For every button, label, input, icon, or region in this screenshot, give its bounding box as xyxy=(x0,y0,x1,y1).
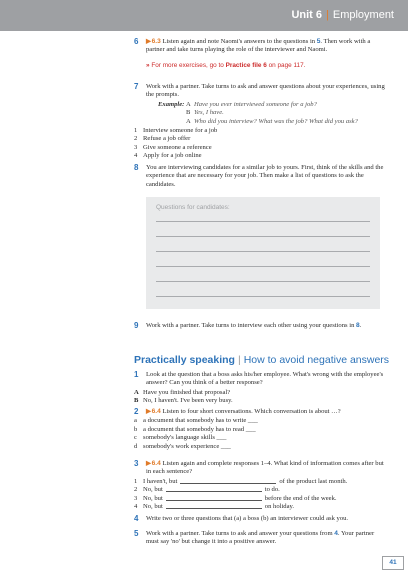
speaker-label: B xyxy=(134,397,139,405)
exercise-number: 4 xyxy=(134,514,139,523)
exercise-8 xyxy=(134,164,386,189)
audio-track-icon[interactable]: ▶ 6.4 xyxy=(146,460,161,467)
exercise-7 xyxy=(134,83,386,161)
exercise-number: 7 xyxy=(134,82,139,91)
example-line xyxy=(146,118,386,126)
instruction-text: Listen to four short conversations. Which conversation is about …? xyxy=(160,408,341,415)
unit-heading xyxy=(291,9,394,21)
answer-blank[interactable] xyxy=(166,495,262,501)
exercise-number: 3 xyxy=(134,459,139,468)
audio-track-label: 6.3 xyxy=(151,38,161,45)
speaker-label: A xyxy=(186,100,191,108)
exercise-6-text xyxy=(146,38,386,55)
speaking-exercise-4 xyxy=(134,515,386,523)
sentence-end: to do. xyxy=(264,486,280,494)
exercise-number: 5 xyxy=(134,529,139,538)
list-item-number: 4 xyxy=(134,152,138,160)
gap-fill-row xyxy=(134,486,386,494)
writing-line[interactable] xyxy=(156,221,370,222)
unit-header-bar xyxy=(0,0,408,31)
list-item xyxy=(134,443,386,451)
gap-fill-row xyxy=(134,503,386,511)
gap-fill-list xyxy=(134,478,386,512)
section-heading-separator: | xyxy=(237,354,241,366)
list-item xyxy=(134,144,386,152)
speaking-exercise-4-text: Write two or three questions that (a) a boss (b) an interviewer could ask you. xyxy=(146,515,349,522)
list-item xyxy=(134,434,386,442)
speaking-exercise-2 xyxy=(134,408,386,451)
instruction-text: . xyxy=(359,322,362,329)
example-line xyxy=(146,101,386,109)
prompt-list xyxy=(134,127,386,161)
speaking-exercise-3 xyxy=(134,460,386,511)
exercise-number: 8 xyxy=(134,163,139,172)
instruction-text: Work with a partner. Take turns to interview each other using your questions in xyxy=(146,322,357,329)
example-text: Who did you interview? What was the job? What did you ask? xyxy=(194,117,358,125)
list-item-letter: d xyxy=(134,442,138,450)
questions-writing-box[interactable] xyxy=(146,197,380,309)
instruction-text: Listen again and note Naomi's answers to the questions in xyxy=(160,38,317,45)
list-item xyxy=(134,127,386,135)
section-heading-strong: Practically speaking xyxy=(134,354,235,366)
list-item-text: a document that somebody has to write ___ xyxy=(143,417,258,425)
speaking-exercise-5 xyxy=(134,530,386,547)
speaking-exercise-1 xyxy=(134,371,386,406)
list-item-number: 3 xyxy=(134,494,138,502)
gap-fill-row xyxy=(134,478,386,486)
list-item-number: 2 xyxy=(134,135,138,143)
page-number: 41 xyxy=(382,556,404,570)
audio-track-label: 6.4 xyxy=(151,460,161,467)
example-line xyxy=(146,109,386,117)
answer-blank[interactable] xyxy=(166,486,262,492)
sentence-start: No, but xyxy=(143,494,163,502)
list-item-text: Give someone a reference xyxy=(143,143,212,151)
list-item-text: somebody's language skills ___ xyxy=(143,434,227,442)
dialogue-lines xyxy=(134,389,386,406)
speaker-label: A xyxy=(186,117,191,125)
example-text: Yes, I have. xyxy=(194,109,224,117)
unit-title: Employment xyxy=(332,9,394,21)
instruction-text: . Your partner must say 'no' but change it into a positive answer. xyxy=(146,530,375,546)
example-dialogue xyxy=(146,101,386,126)
writing-line[interactable] xyxy=(156,236,370,237)
gap-fill-row xyxy=(134,495,386,503)
practice-file-link[interactable]: Practice file 6 xyxy=(225,61,267,69)
exercise-9 xyxy=(134,322,386,330)
note-text: on page 117. xyxy=(266,61,306,69)
list-item xyxy=(134,135,386,143)
instruction-text: Work with a partner. Take turns to ask and answer your questions from xyxy=(146,530,335,537)
audio-track-label: 6.4 xyxy=(151,408,161,415)
list-item xyxy=(134,426,386,434)
instruction-text: . Then work with a partner and take turns playing the role of the interviewer and Naomi. xyxy=(146,38,371,54)
sentence-end: before the end of the week. xyxy=(264,494,337,502)
speaking-exercise-5-text xyxy=(146,530,386,547)
list-item-number: 4 xyxy=(134,503,138,511)
list-item-text: Refuse a job offer xyxy=(143,135,191,143)
answer-blank[interactable] xyxy=(166,503,262,509)
exercise-reference: 5 xyxy=(316,38,321,45)
speaking-exercise-2-text xyxy=(146,408,386,416)
exercise-number: 1 xyxy=(134,370,139,379)
unit-separator: | xyxy=(326,9,329,21)
writing-box-title: Questions for candidates: xyxy=(156,204,230,211)
instruction-text: Listen again and complete responses 1–4. What kind of information comes after but in each sentence? xyxy=(146,460,384,476)
sentence-start: I haven't, but xyxy=(143,477,178,485)
list-item xyxy=(134,152,386,160)
list-item-text: a document that somebody has to read ___ xyxy=(143,425,256,433)
exercise-number: 9 xyxy=(134,321,139,330)
list-item xyxy=(134,397,386,405)
exercise-8-text: You are interviewing candidates for a similar job to yours. First, think of the skills and the experience that are necessary for your job. Then make a list of questions to ask the candidates. xyxy=(146,164,384,188)
note-text: For more exercises, go to xyxy=(149,61,226,69)
speaker-label: A xyxy=(134,388,139,396)
option-list xyxy=(134,417,386,451)
list-item-letter: c xyxy=(134,434,137,442)
list-item-number: 2 xyxy=(134,486,138,494)
list-item xyxy=(134,389,386,397)
exercise-number: 6 xyxy=(134,37,139,46)
exercise-6 xyxy=(134,38,386,70)
exercise-reference: 8 xyxy=(356,322,360,329)
double-chevron-icon: » xyxy=(146,61,150,69)
speaking-exercise-1-text: Look at the question that a boss asks his/her employee. What's wrong with the employee's answer? Can you think of a better response? xyxy=(146,371,384,387)
sentence-start: No, but xyxy=(143,486,163,494)
audio-track-icon[interactable]: ▶ 6.3 xyxy=(146,38,161,45)
exercise-7-text: Work with a partner. Take turns to ask and answer questions about your experiences, using the prompts. xyxy=(146,83,385,99)
writing-line[interactable] xyxy=(156,281,370,282)
audio-track-icon[interactable]: ▶ 6.4 xyxy=(146,408,161,415)
list-item xyxy=(134,417,386,425)
list-item-number: 3 xyxy=(134,143,138,151)
section-heading-subtitle: How to avoid negative answers xyxy=(243,354,390,366)
list-item-text: No, I haven't. I've been very busy. xyxy=(143,397,233,405)
unit-label: Unit 6 xyxy=(291,9,322,21)
list-item-text: Interview someone for a job xyxy=(143,127,218,135)
writing-line[interactable] xyxy=(156,266,370,267)
list-item-text: Have you finished that proposal? xyxy=(143,388,231,396)
sentence-end: on holiday. xyxy=(264,503,295,511)
exercise-number: 2 xyxy=(134,407,139,416)
speaking-exercise-3-text xyxy=(146,460,386,477)
writing-line[interactable] xyxy=(156,296,370,297)
writing-line[interactable] xyxy=(156,251,370,252)
example-text: Have you ever interviewed someone for a job? xyxy=(194,100,317,108)
list-item-text: Apply for a job online xyxy=(143,152,202,160)
exercise-9-text xyxy=(146,322,386,330)
speaker-label: B xyxy=(186,109,191,117)
sentence-start: No, but xyxy=(143,503,163,511)
example-label: Example: xyxy=(158,100,185,108)
sentence-end: of the product last month. xyxy=(279,477,348,485)
list-item-number: 1 xyxy=(134,127,138,135)
section-heading xyxy=(134,354,390,366)
practice-file-note xyxy=(146,62,386,70)
list-item-text: somebody's work experience ___ xyxy=(143,442,231,450)
answer-blank[interactable] xyxy=(180,478,276,484)
list-item-letter: a xyxy=(134,417,137,425)
list-item-number: 1 xyxy=(134,477,138,485)
list-item-letter: b xyxy=(134,425,138,433)
exercise-reference: 4 xyxy=(334,530,338,537)
